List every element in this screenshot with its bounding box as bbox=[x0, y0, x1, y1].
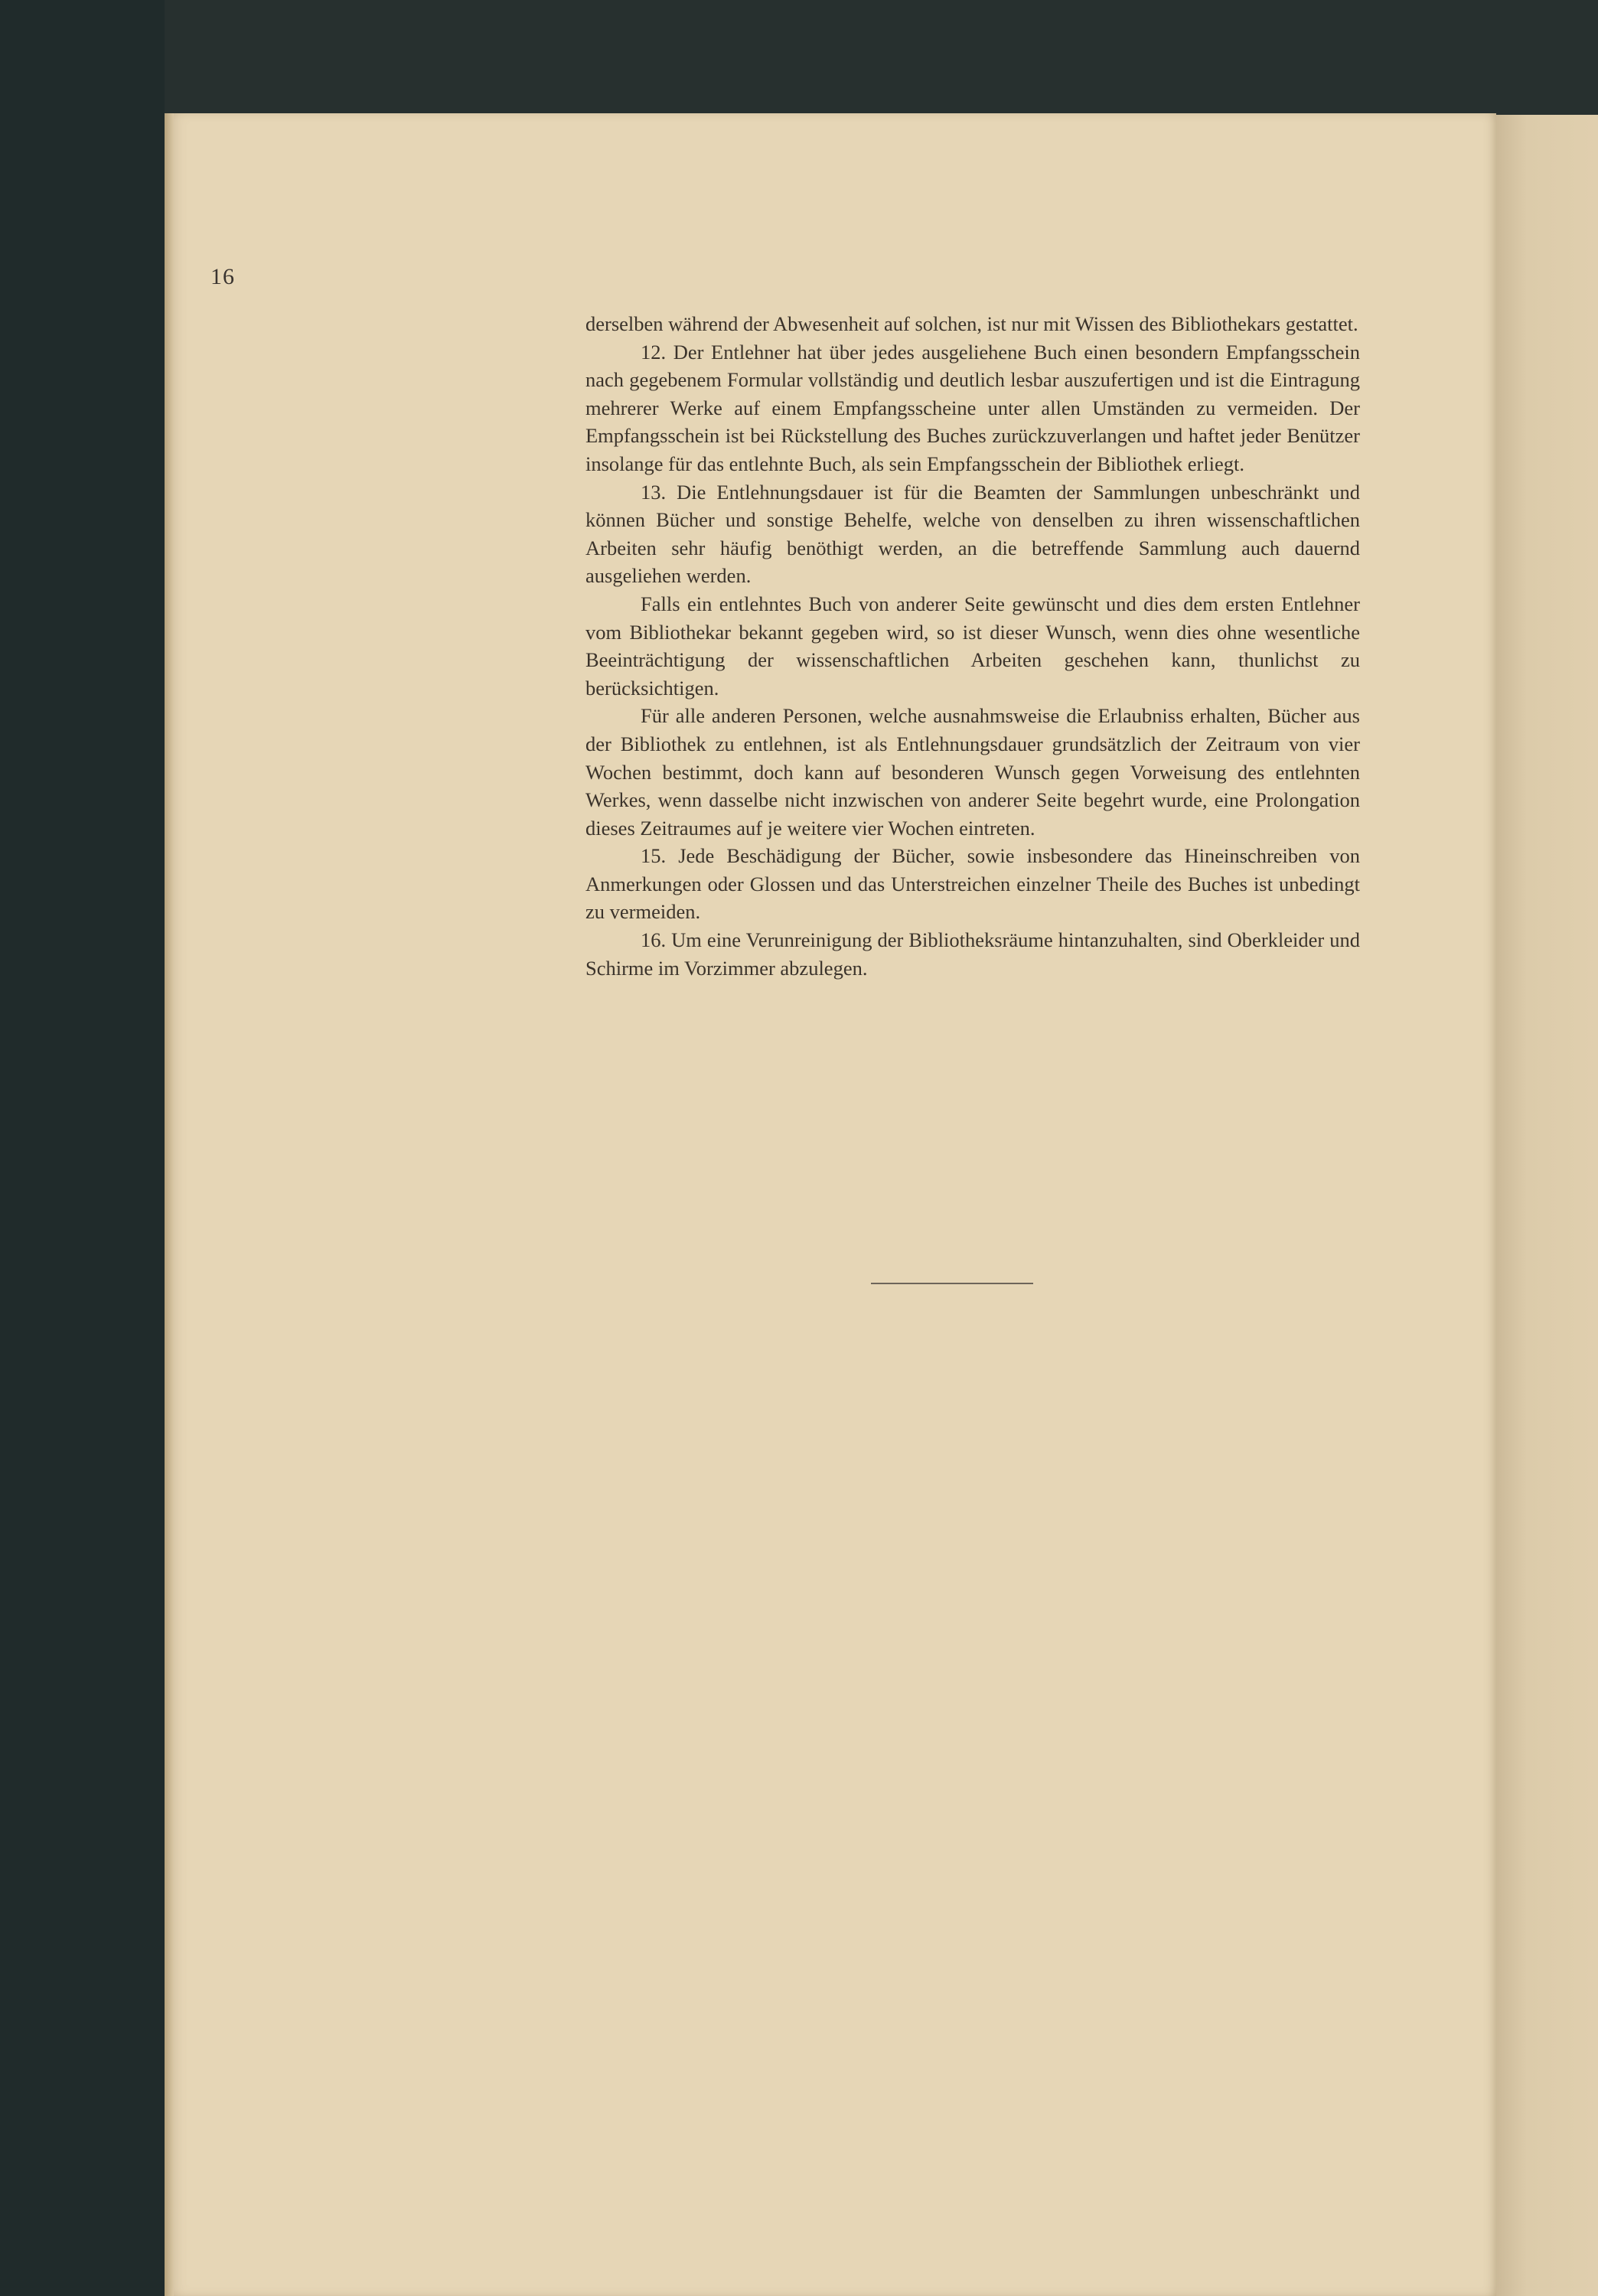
paragraph-13-falls: Falls ein entlehntes Buch von anderer Seite gewünscht und dies dem ersten Entlehner vom Bibliothekar bekannt gegeben wird, so ist dieser Wunsch, wenn dies ohne wesentliche Beeinträchtigung der wissenschaftlichen Arbeiten geschehen kann, thunlichst zu berücksichtigen. bbox=[585, 592, 1360, 700]
paragraph-13-other-persons: Für alle anderen Personen, welche ausnahmsweise die Erlaubniss erhalten, Bücher aus der Bibliothek zu entlehnen, ist als Entlehnungsdauer grundsätzlich der Zeitraum von vier Wochen bestimmt, doch kann auf besonderen Wunsch gegen Vorweisung des entlehnten Werkes, wenn dasselbe nicht inzwischen von anderer Seite begehrt wurde, eine Prolongation dieses Zeitraumes auf je weitere vier Wochen eintreten. bbox=[585, 704, 1360, 840]
body-text bbox=[585, 310, 1360, 982]
paragraph-continuation: derselben während der Abwesenheit auf solchen, ist nur mit Wissen des Bibliothekars gestattet. bbox=[585, 312, 1358, 335]
page-number: 16 bbox=[210, 264, 235, 289]
paragraph-16: 16. Um eine Verunreinigung der Bibliotheksräume hintanzuhalten, sind Oberkleider und Schirme im Vorzimmer abzulegen. bbox=[585, 928, 1360, 980]
section-divider-rule bbox=[871, 1283, 1033, 1284]
paragraph-12: 12. Der Entlehner hat über jedes ausgeliehene Buch einen besondern Empfangsschein nach gegebenem Formular vollständig und deutlich lesbar auszufertigen und ist die Eintragung mehrerer Werke auf einem Empfangsscheine unter allen Umständen zu vermeiden. Der Empfangsschein ist bei Rückstellung des Buches zurückzuverlangen und haftet jeder Benützer insolange für das entlehnte Buch, als sein Empfangsschein der Bibliothek erliegt. bbox=[585, 340, 1360, 475]
scan-background-top bbox=[0, 0, 1598, 122]
paragraph-15: 15. Jede Beschädigung der Bücher, sowie insbesondere das Hineinschreiben von Anmerkungen oder Glossen und das Unterstreichen einzelner Theile des Buches ist unbedingt zu vermeiden. bbox=[585, 844, 1360, 924]
facing-page-edge bbox=[1496, 115, 1598, 2296]
page-gutter-shadow bbox=[165, 113, 174, 2296]
scan-background-left bbox=[0, 0, 165, 2296]
paragraph-13: 13. Die Entlehnungsdauer ist für die Beamten der Sammlungen unbeschränkt und können Bücher und sonstige Behelfe, welche von denselben zu ihren wissenschaftlichen Arbeiten sehr häufig benöthigt werden, an die betreffende Sammlung auch dauernd ausgeliehen werden. bbox=[585, 480, 1360, 588]
